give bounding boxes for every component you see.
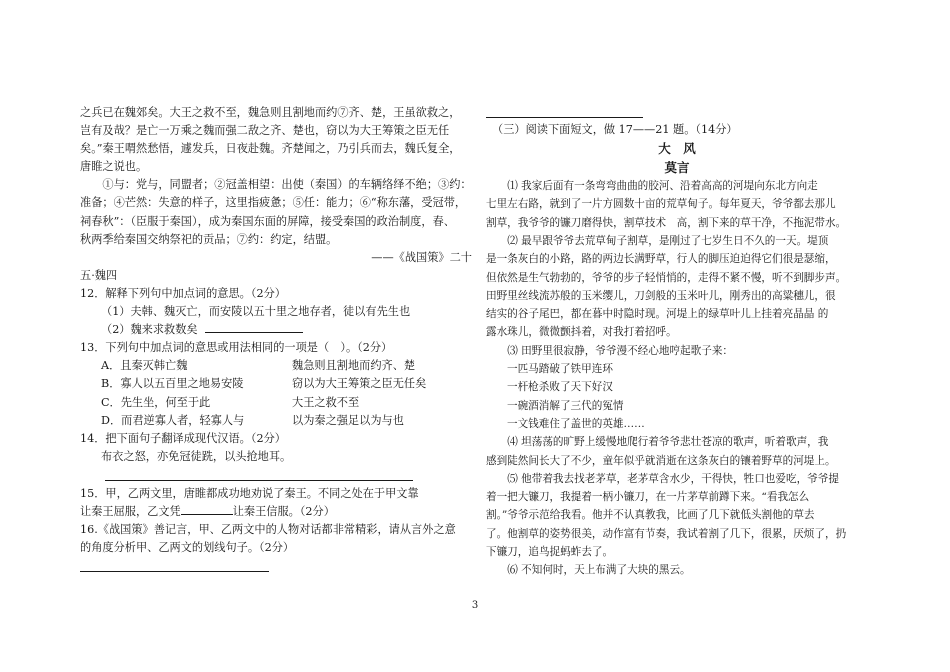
- article-title: 大 风: [658, 141, 696, 157]
- paragraph-4: ⑷ 坦荡荡的旷野上缓慢地爬行着爷爷悲壮苍凉的歌声，听着歌声，我 感到陡然间长大了不少，童年似乎就消逝在这条灰白的镶着野草的河堤上。: [486, 436, 836, 467]
- question-16-line2: 的角度分析甲、乙两文的划线句子。（2分）: [80, 541, 295, 555]
- note-line: 祠春秋”：（臣服于秦国），成为秦国东面的屏障，接受秦国的政治制度，春、: [80, 214, 455, 228]
- answer-blank[interactable]: [181, 503, 233, 515]
- question-15-line2: 让秦王屈服，乙文凭 让秦王信服。（2分）: [80, 504, 335, 518]
- question-12-item-1: （1）夫韩、魏灭亡，而安陵以五十里之地存者，徒以有先生也: [101, 305, 411, 319]
- section-heading: （三）阅读下面短文，做 17——21 题。（14分）: [492, 123, 738, 136]
- song-lyrics: [486, 360, 868, 433]
- question-12: [80, 285, 472, 339]
- question-12-stem: 12．解释下列句中加点词的意思。（2分）: [80, 286, 286, 300]
- note-line: 准备；④芒然：失意的样子，这里指疲惫；⑤任：能力；⑥“称东藩，受冠带，: [80, 196, 467, 210]
- page-number: 3: [471, 600, 479, 611]
- passage-line: 岂有及哉？是亡一万乘之魏而强二敌之齐、楚也，窃以为大王筹策之臣无任: [80, 124, 450, 138]
- passage-line: 之兵已在魏郊矣。大王之救不至，魏急则且割地而约⑦齐、楚，王虽欲救之，: [80, 106, 461, 119]
- right-column: [486, 104, 868, 580]
- left-column: [80, 104, 472, 572]
- paragraph-2: ⑵ 最早跟爷爷去荒草甸子割草，是刚过了七岁生日不久的一天。堤顶 是一条灰白的小路，路的两边长满野草，行人的脚压迫迫得它们很是瑟缩， 但依然是生气勃勃的，爷爷的步子轻悄悄的，走得不紧不慢，听不到脚步声。 田野里丝线流苏般的玉米缨儿，刀剑般的玉米叶儿，刚秀出的高粱穗儿，很 结实的谷子尾巴，都在暮中时隐时现。河堤上的绿草叶儿上挂着亮晶晶 的 露水珠儿，微微颤抖着，对我打着招呼。: [486, 234, 847, 339]
- question-13: [80, 339, 472, 429]
- note-line: ①与：党与，同盟者；②冠盖相望：出使（秦国）的车辆络绎不绝；③约：: [102, 178, 472, 192]
- question-15-line1: 15．甲，乙两文里，唐睢都成功地劝说了秦王。不同之处在于甲文靠: [80, 486, 419, 500]
- source-citation-cont: 五·魏四: [80, 268, 118, 282]
- option-a[interactable]: A．且秦灭韩亡魏 魏急则且割地而约齐、楚: [101, 359, 416, 373]
- passage-line: 矣。”秦王喟然愁悟，遽发兵，日夜赴魏。齐楚闻之，乃引兵而去，魏氏复全，: [80, 142, 461, 156]
- answer-blank[interactable]: [205, 321, 303, 333]
- option-d[interactable]: D．而君逆寡人者，轻寡人与 以为秦之强足以为与也: [101, 413, 404, 427]
- article-author: 莫言: [664, 160, 690, 176]
- paragraph-1: ⑴ 我家后面有一条弯弯曲曲的胶河、沿着高高的河堤向东北方向走 七里左右路，就到了一片方圆数十亩的荒草甸子。每年夏天，爷爷都去那儿 割草，我爷爷的镰刀磨得快，割草技术 高，割下来的草干净，不拖泥带水。: [486, 180, 847, 229]
- question-14: [80, 430, 472, 481]
- answer-line[interactable]: [105, 466, 413, 481]
- answer-line[interactable]: [486, 104, 643, 118]
- lyric-line: 一文钱难住了盖世的英雄……: [507, 417, 645, 430]
- source-citation: ——《战国策》二十: [371, 250, 472, 264]
- option-c[interactable]: C．先生坐，何至于此 大王之救不至: [101, 395, 360, 409]
- paragraph-5: ⑸ 他带着我去找老茅草，老茅草含水少，干得快，牲口也爱吃，爷爷提 着一把大镰刀，我提着一柄小镰刀，在一片茅草前蹲下来。“看我怎么 割。”爷爷示范给我看。他并不认真教我，比画了几下就低头割他的草去 了。他割草的姿势很美，动作富有节奏，我试着割了几下，很累，厌烦了，扔 下镰刀，追鸟捉蚂蚱去了。: [486, 472, 847, 559]
- annotations: [80, 176, 472, 248]
- question-13-stem: 13．下列句中加点词的意思或用法相同的一项是（ ）。（2分）: [80, 341, 393, 355]
- paragraph-6: ⑹ 不知何时，天上布满了大块的黑云。: [507, 564, 691, 577]
- question-16-line1: 16.《战国策》善记言，甲、乙两文中的人物对话都非常精彩，请从言外之意: [80, 523, 456, 537]
- question-14-sentence: 布衣之怒，亦免冠徒跣，以头抢地耳。: [101, 449, 292, 463]
- paragraph-3: ⑶ 田野里很寂静，爷爷漫不经心地哼起歌子来：: [507, 344, 734, 357]
- lyric-line: 一碗酒消解了三代的冤情: [507, 399, 624, 412]
- question-15: [80, 485, 472, 521]
- question-16: [80, 521, 472, 572]
- passage-text: [80, 104, 472, 176]
- question-12-item-2: （2）魏来求救数矣: [80, 321, 472, 339]
- note-line: 秋两季给秦国交纳祭祀的贡品；⑦约：约定，结盟。: [80, 232, 338, 246]
- lyric-line: 一匹马踏破了铁甲连环: [507, 363, 613, 376]
- lyric-line: 一杆枪杀败了天下好汉: [507, 381, 613, 394]
- passage-line: 唐睢之说也。: [80, 160, 148, 174]
- answer-line[interactable]: [80, 557, 269, 572]
- question-14-stem: 14．把下面句子翻译成现代汉语。（2分）: [80, 431, 286, 445]
- option-b[interactable]: B．寡人以五百里之地易安陵 窃以为大王筹策之臣无任矣: [101, 377, 427, 391]
